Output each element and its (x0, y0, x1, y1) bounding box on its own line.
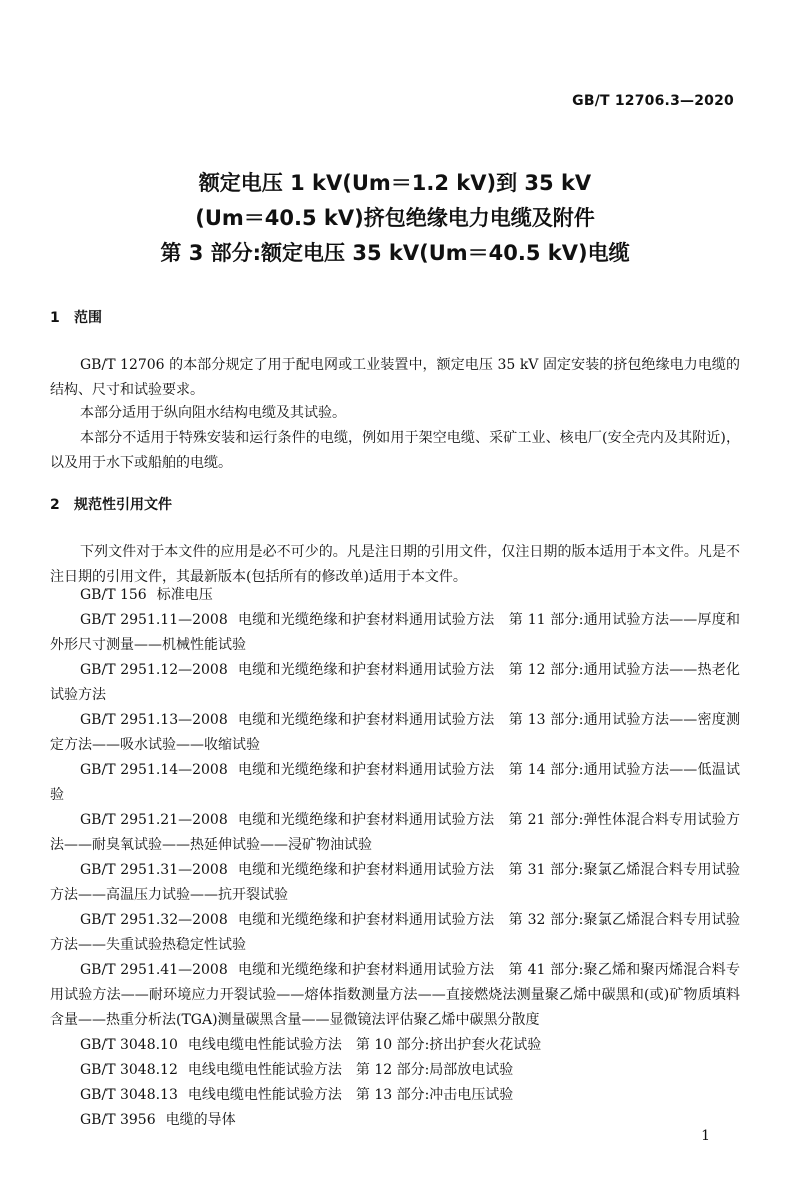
reference-code: GB/T 2951.11—2008 (80, 612, 228, 628)
reference-title: 电缆和光缆绝缘和护套材料通用试验方法 第 13 部分:通用试验方法——密度测定方法——吸水试验——收缩试验 (50, 712, 741, 753)
reference-title: 电缆和光缆绝缘和护套材料通用试验方法 第 41 部分:聚乙烯和聚丙烯混合料专用试验方法——耐环境应力开裂试验——熔体指数测量方法——直接燃烧法测量聚乙烯中碳黑和(或)矿物质填料含量——热重分析法(TGA)测量碳黑含量——显微镜法评估聚乙烯中碳黑分散度 (50, 962, 740, 1028)
reference-item (50, 1033, 740, 1058)
title-line-3: 第 3 部分:额定电压 35 kV(Um＝40.5 kV)电缆 (160, 241, 630, 265)
document-title (0, 166, 790, 271)
reference-item (50, 908, 740, 958)
section-2-title: 规范性引用文件 (74, 497, 172, 513)
reference-title: 电缆和光缆绝缘和护套材料通用试验方法 第 21 部分:弹性体混合料专用试验方法——耐臭氧试验——热延伸试验——浸矿物油试验 (50, 812, 740, 853)
reference-title: 电线电缆电性能试验方法 第 12 部分:局部放电试验 (187, 1062, 514, 1078)
page-number: 1 (701, 1128, 710, 1144)
reference-title: 电缆和光缆绝缘和护套材料通用试验方法 第 12 部分:通用试验方法——热老化试验方法 (50, 662, 741, 703)
reference-code: GB/T 2951.31—2008 (80, 862, 228, 878)
reference-code: GB/T 3048.10 (80, 1037, 178, 1053)
reference-title: 电缆和光缆绝缘和护套材料通用试验方法 第 14 部分:通用试验方法——低温试验 (50, 762, 741, 803)
reference-item (50, 608, 740, 658)
reference-item (50, 1083, 740, 1108)
section-2-heading (50, 494, 172, 514)
title-line-1: 额定电压 1 kV(Um＝1.2 kV)到 35 kV (198, 171, 592, 195)
section-1-paragraph: 本部分适用于纵向阻水结构电缆及其试验。 (80, 405, 346, 421)
section-1-heading (50, 307, 102, 327)
reference-code: GB/T 2951.32—2008 (80, 912, 228, 928)
reference-item (50, 758, 740, 808)
reference-code: GB/T 2951.12—2008 (80, 662, 228, 678)
reference-item (50, 708, 740, 758)
reference-title: 电缆和光缆绝缘和护套材料通用试验方法 第 32 部分:聚氯乙烯混合料专用试验方法——失重试验热稳定性试验 (50, 912, 740, 953)
reference-title: 电缆和光缆绝缘和护套材料通用试验方法 第 11 部分:通用试验方法——厚度和外形尺寸测量——机械性能试验 (50, 612, 741, 653)
reference-title: 电线电缆电性能试验方法 第 10 部分:挤出护套火花试验 (187, 1037, 542, 1053)
reference-item (50, 1058, 740, 1083)
standard-code: GB/T 12706.3—2020 (572, 93, 734, 109)
reference-title: 电线电缆电性能试验方法 第 13 部分:冲击电压试验 (187, 1087, 514, 1103)
section-1-number: 1 (50, 310, 60, 326)
reference-item (50, 1108, 740, 1133)
reference-code: GB/T 156 (80, 587, 147, 603)
section-1-title: 范围 (74, 310, 102, 326)
reference-code: GB/T 2951.14—2008 (80, 762, 228, 778)
reference-title: 标准电压 (156, 587, 213, 603)
title-line-2: (Um＝40.5 kV)挤包绝缘电力电缆及附件 (195, 206, 595, 230)
reference-code: GB/T 2951.21—2008 (80, 812, 228, 828)
reference-code: GB/T 2951.41—2008 (80, 962, 228, 978)
section-2-intro: 下列文件对于本文件的应用是必不可少的。凡是注日期的引用文件，仅注日期的版本适用于本文件。凡是不注日期的引用文件，其最新版本(包括所有的修改单)适用于本文件。 (50, 544, 740, 585)
section-1-paragraph: 本部分不适用于特殊安装和运行条件的电缆，例如用于架空电缆、采矿工业、核电厂(安全壳内及其附近)，以及用于水下或船舶的电缆。 (50, 430, 740, 471)
section-1-paragraph: GB/T 12706 的本部分规定了用于配电网或工业装置中，额定电压 35 kV 固定安装的挤包绝缘电力电缆的结构、尺寸和试验要求。 (50, 357, 740, 398)
reference-item (50, 858, 740, 908)
reference-code: GB/T 3956 (80, 1112, 156, 1128)
reference-item (50, 808, 740, 858)
reference-code: GB/T 3048.12 (80, 1062, 178, 1078)
section-2-number: 2 (50, 497, 60, 513)
reference-list (50, 583, 740, 1133)
reference-title: 电缆的导体 (165, 1112, 236, 1128)
reference-item (50, 583, 740, 608)
reference-item (50, 958, 740, 1033)
reference-code: GB/T 3048.13 (80, 1087, 178, 1103)
reference-item (50, 658, 740, 708)
reference-code: GB/T 2951.13—2008 (80, 712, 228, 728)
reference-title: 电缆和光缆绝缘和护套材料通用试验方法 第 31 部分:聚氯乙烯混合料专用试验方法——高温压力试验——抗开裂试验 (50, 862, 740, 903)
